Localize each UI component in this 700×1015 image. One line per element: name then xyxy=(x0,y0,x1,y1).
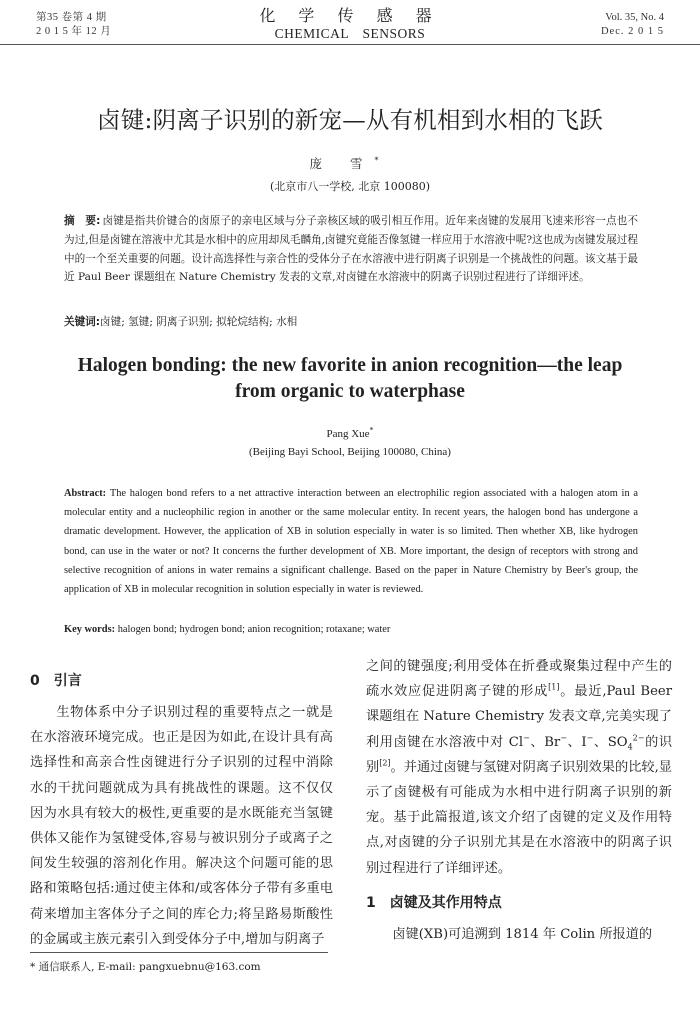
sulfate: SO xyxy=(607,734,628,750)
keywords-en-text: halogen bond; hydrogen bond; anion recognition; rotaxane; water xyxy=(117,624,391,635)
right-paragraph xyxy=(366,654,672,881)
keywords-cn-label: 关键词: xyxy=(64,316,101,328)
section-0-number: 0 xyxy=(30,673,40,689)
bromide: Br xyxy=(544,734,561,750)
footnote: * 通信联系人, E-mail: pangxuebnu@163.com xyxy=(30,961,261,973)
sep-1: 、 xyxy=(529,734,545,750)
abstract-cn xyxy=(64,212,638,287)
abstract-en xyxy=(64,484,638,599)
citation-2: [2] xyxy=(379,758,391,768)
section-1-paragraph: 卤键(XB)可追溯到 1814 年 Colin 所报道的 xyxy=(392,926,653,942)
body-left-column xyxy=(30,669,333,952)
keywords-en xyxy=(64,622,638,638)
date-en: Dec. 2 0 1 5 xyxy=(600,26,664,37)
sulfate-subscript: 4 xyxy=(627,742,633,752)
affiliation-en: (Beijing Bayi School, Beijing 100080, China) xyxy=(249,446,451,458)
sep-3: 、 xyxy=(593,734,608,750)
sep-2: 、 xyxy=(566,734,582,750)
sulfate-charge: 2− xyxy=(632,733,645,743)
journal-name xyxy=(0,6,700,42)
header-rule xyxy=(0,44,700,45)
affiliation-cn: (北京市八一学校, 北京 100080) xyxy=(269,180,431,193)
body-right-column xyxy=(366,654,672,947)
section-1-number: 1 xyxy=(366,894,376,911)
author-mark-en: * xyxy=(369,425,374,435)
title-en-line2: from organic to waterphase xyxy=(235,381,465,402)
title-en xyxy=(60,353,640,405)
section-0-heading xyxy=(30,669,333,694)
title-en-line1: Halogen bonding: the new favorite in anion recognition—the leap xyxy=(77,355,623,376)
author-mark-cn: * xyxy=(374,155,391,165)
iodide-charge: − xyxy=(586,733,594,743)
right-text-b: 。最近,Paul Beer 课题组在 Nature Chemistry 发表文章,完美实现了利用卤键在水溶液中对 Cl xyxy=(366,684,673,750)
abstract-en-label: Abstract: xyxy=(64,488,107,499)
section-1-title: 卤键及其作用特点 xyxy=(389,894,502,911)
section-1-heading xyxy=(366,891,672,916)
date-cn: 2 0 1 5 年 12 月 xyxy=(36,26,112,37)
journal-name-en: CHEMICAL SENSORS xyxy=(274,26,426,41)
bromide-charge: − xyxy=(560,733,567,743)
author-cn xyxy=(0,154,700,172)
author-name-cn: 庞 雪 xyxy=(309,156,375,171)
section-0-title: 引言 xyxy=(53,673,82,689)
right-text-d: 。并通过卤键与氢键对阴离子识别效果的比较,显示了卤键极有可能成为水相中进行阴离子识别的新宠。基于此篇报道,该文介绍了卤键的定义及作用特点,对卤键的分子识别尤其是在水溶液中的阴离子识别过程进行了详细评述。 xyxy=(366,759,672,876)
volume-issue-en: Vol. 35, No. 4 xyxy=(605,12,664,23)
section-0-paragraph: 生物体系中分子识别过程的重要特点之一就是在水溶液环境完成。也正是因为如此,在设计具有高选择性和高亲合性卤键进行分子识别的过程中消除水的干扰问题就成为具有挑战性的课题。这不仅仅因为水具有较大的极性,更重要的是水既能充当氢键供体又能作为氢键受体,容易与被识别分子或离子之间发生较强的溶剂化作用。解决这个问题可能的思路和策略包括:通过使主体和/或客体分子带有多重电荷来增加主客体分子之间的库仑力;将呈路易斯酸性的金属或主族元素引入到受体分子中,增加与阴离子 xyxy=(30,705,333,947)
footnote-rule xyxy=(30,952,328,953)
chloride-charge: − xyxy=(523,733,530,743)
citation-1: [1] xyxy=(548,682,560,692)
keywords-cn-text: 卤键; 氢键; 阴离子识别; 拟轮烷结构; 水相 xyxy=(100,316,298,328)
abstract-en-text: The halogen bond refers to a net attractive interaction between an electrophilic region associated with a halogen atom in a molecular entity and a nucleophilic region in another or the same molecular entity. In recent years, the halogen bond has undergone a dramatic development. However, the application of XB in solution especially in water is so limited. Then whether XB, like hydrogen bond, can use in the water or not? It concerns the further development of XB. More important, the design of receptors with strong and selective recognition of anions in water remains a significant challenge. Based on the paper in Nature Chemistry by Beer's group, the application of XB in molecular recognition in solution especially in water is reviewed. xyxy=(64,488,638,596)
right-text-a: 之间的键强度;利用受体在折叠或聚集过程中产生的疏水效应促进阴离子键的形成 xyxy=(366,659,672,700)
keywords-en-label: Key words: xyxy=(64,624,116,635)
header-volume-en xyxy=(601,11,664,39)
author-en xyxy=(0,425,700,440)
abstract-cn-text: 卤键是指共价键合的卤原子的亲电区域与分子亲核区域的吸引相互作用。近年来卤键的发展用飞速来形容一点也不为过,但是卤键在溶液中尤其是水相中的应用却凤毛麟角,卤键究竟能否像氢键一样应用于水溶液中呢?这也成为卤键发展过程中的一个至关重要的问题。设计高选择性与亲合性的受体分子在水溶液中进行阴离子识别是一个挑战性的问题。该文基于最近 Paul Beer 课题组在 Nature Chemistry 发表的文章,对卤键在水溶液中的阴离子识别过程进行了详细评述。 xyxy=(64,215,638,284)
journal-name-cn: 化 学 传 感 器 xyxy=(259,6,441,25)
iodide: I xyxy=(581,734,587,750)
abstract-cn-label: 摘 要: xyxy=(64,215,101,227)
author-name-en: Pang Xue xyxy=(326,428,370,440)
title-cn: 卤键:阴离子识别的新宠—从有机相到水相的飞跃 xyxy=(97,106,603,134)
keywords-cn xyxy=(64,314,638,330)
right-text-c: 的识别 xyxy=(366,734,673,775)
volume-issue: 第35 卷第 4 期 xyxy=(36,12,107,23)
